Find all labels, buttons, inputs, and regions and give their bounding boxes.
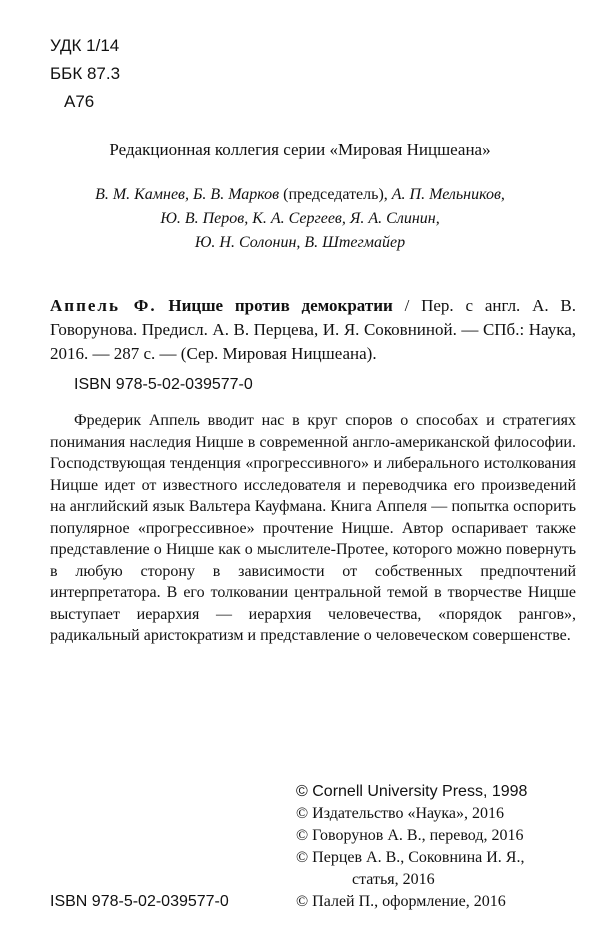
- board-line-3: Ю. Н. Солонин, В. Штегмайер: [194, 234, 406, 251]
- editorial-board-members: [0, 183, 600, 255]
- isbn-bottom: ISBN 978-5-02-039577-0: [50, 893, 229, 910]
- copyright-line-5: © Палей П., оформление, 2016: [296, 893, 506, 910]
- board-names-1c: А. П. Мельников,: [391, 186, 505, 203]
- copyright-line-2: © Издательство «Наука», 2016: [296, 805, 504, 822]
- board-names-1a: В. М. Камнев, Б. В. Марков: [95, 186, 280, 203]
- classification-codes: [50, 32, 120, 116]
- catalog-record: [50, 294, 576, 366]
- isbn-top: ISBN 978-5-02-039577-0: [74, 376, 253, 393]
- board-line-2: Ю. В. Перов, К. А. Сергеев, Я. А. Слинин,: [160, 210, 440, 227]
- catalog-book-title: Ницше против демократии: [156, 296, 393, 315]
- copyright-line-3: © Говорунов А. В., перевод, 2016: [296, 827, 524, 844]
- udk-code: УДК 1/14: [50, 36, 120, 55]
- copyright-line-4: © Перцев А. В., Соковнина И. Я.,: [296, 849, 525, 866]
- author-mark: А76: [64, 92, 95, 111]
- catalog-details: / Пер. с англ. А. В. Говорунова. Предисл. А. В. Перцева, И. Я. Соковниной. — СПб.: Наука, 2016. — 287 с. — (Сер. Мировая Ницшеана).: [50, 296, 577, 363]
- editorial-board-title: Редакционная коллегия серии «Мировая Ницшеана»: [109, 140, 491, 159]
- copyright-line-1: © Cornell University Press, 1998: [296, 783, 528, 800]
- catalog-author: Аппель Ф.: [50, 296, 157, 315]
- copyright-line-4-cont: статья, 2016: [352, 871, 435, 888]
- bbk-code: ББК 87.3: [50, 64, 121, 83]
- board-line-1: [0, 183, 600, 207]
- annotation-paragraph: Фредерик Аппель вводит нас в круг споров о способах и стратегиях понимания наследия Ницше в современной англо-американской философии. Господствующая тенденция «прогрессивного» и либерального истолкования Ницше идет от известного исследователя и переводчика его произведений на английский язык Вальтера Кауфмана. Книга Аппеля — попытка оспорить популярное «прогрессивное» прочтение Ницше. Автор оспаривает также представление о Ницше как о мыслителе-Протее, которого можно повернуть в любую сторону в зависимости от собственных предпочтений интерпретатора. В его толковании центральной темой в творчестве Ницше выступает иерархия — иерархия человечества, «порядок рангов», радикальный аристократизм и представление о человеческом совершенстве.: [50, 412, 576, 644]
- board-chair-note: (председатель),: [279, 186, 392, 203]
- copyright-block: [296, 781, 527, 913]
